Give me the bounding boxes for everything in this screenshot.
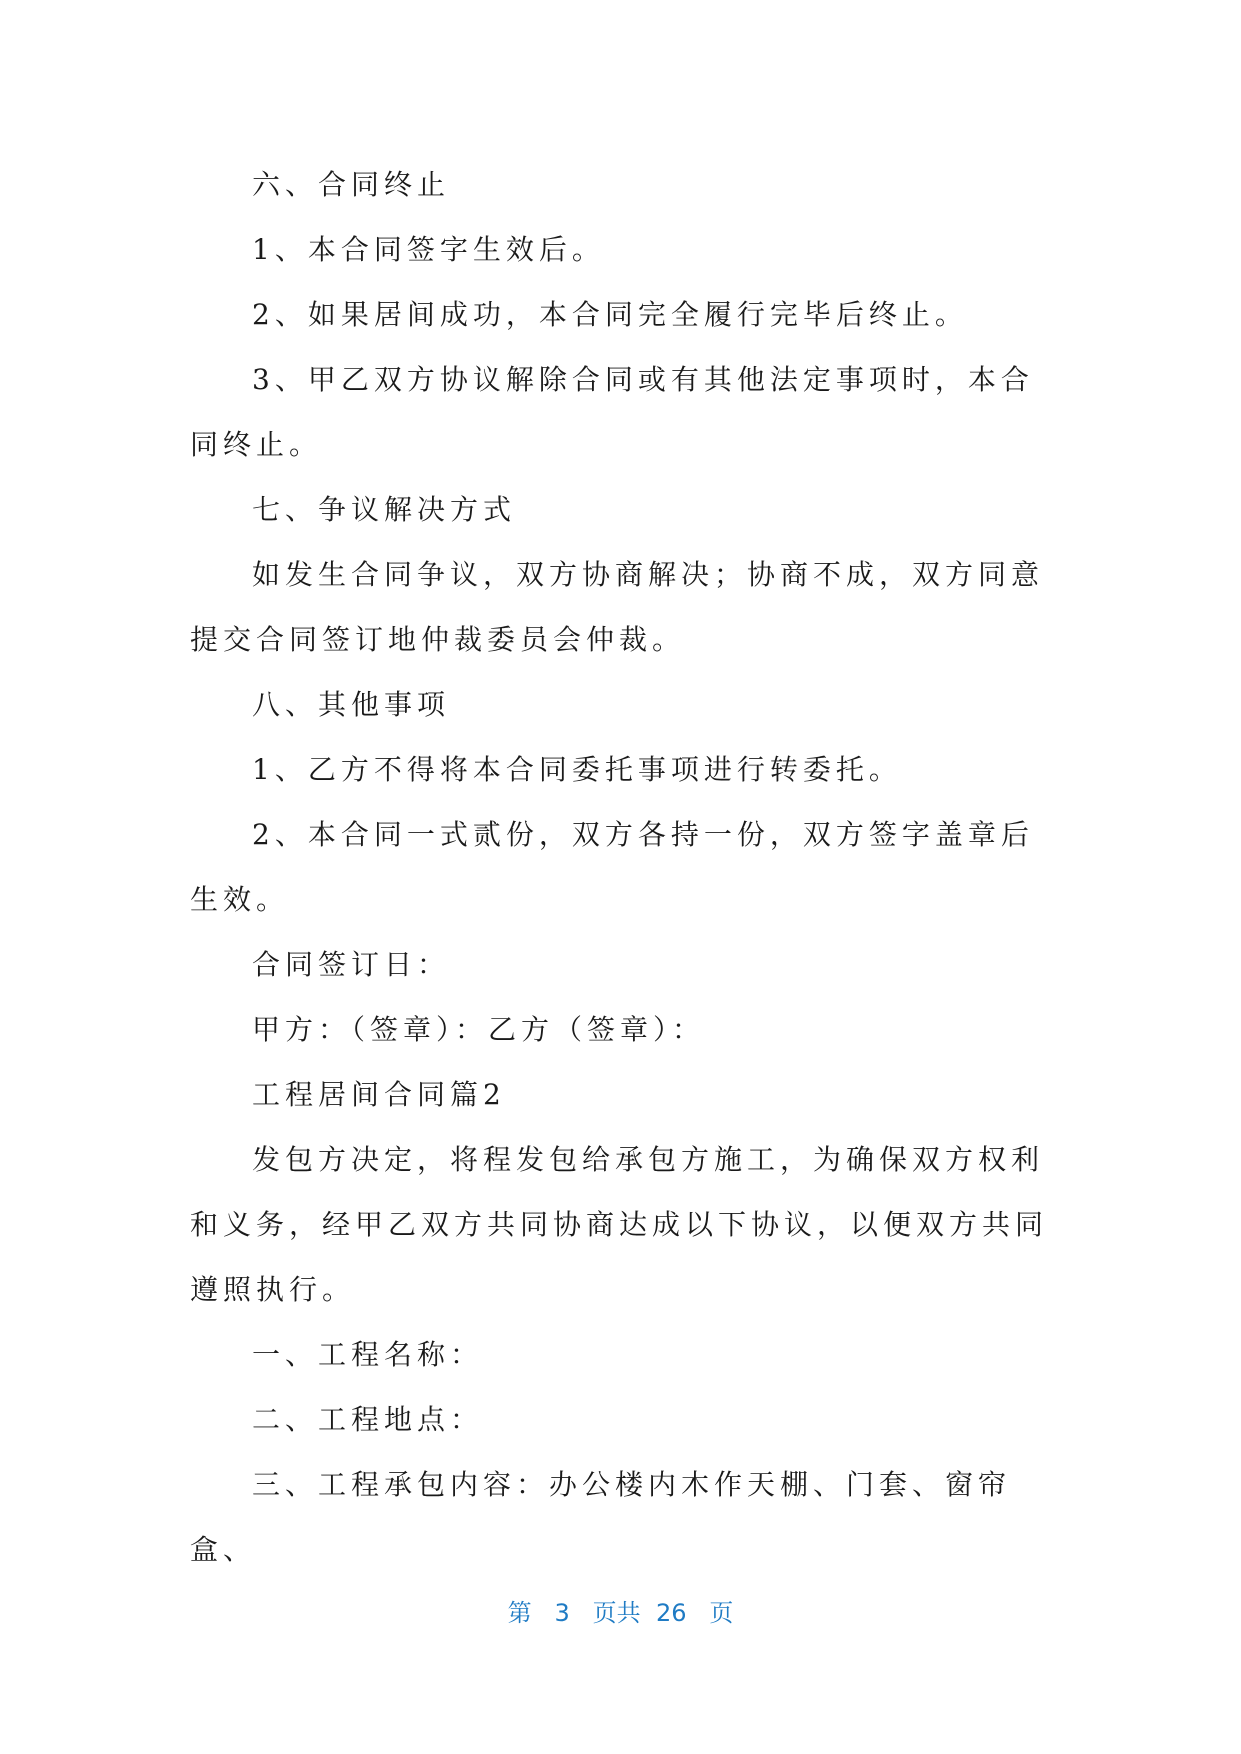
footer-prefix: 第 (507, 1599, 532, 1627)
page-number-footer (0, 1593, 1241, 1628)
paragraph: 2、本合同一式贰份，双方各持一份，双方签字盖章后生效。 (190, 818, 1034, 916)
paragraph: 3、甲乙双方协议解除合同或有其他法定事项时，本合同终止。 (190, 363, 1034, 461)
total-pages-number: 26 (655, 1599, 687, 1627)
paragraph: 如发生合同争议，双方协商解决；协商不成，双方同意提交合同签订地仲裁委员会仲裁。 (190, 558, 1045, 656)
current-page-number: 3 (554, 1599, 570, 1627)
paragraph: 发包方决定，将程发包给承包方施工，为确保双方权利和义务，经甲乙双方共同协商达成以下协议，以便双方共同遵照执行。 (190, 1143, 1049, 1306)
paragraph: 三、工程承包内容：办公楼内木作天棚、门套、窗帘盒、 (190, 1468, 1012, 1566)
paragraph: 1、本合同签字生效后。 (252, 233, 605, 266)
paragraph: 一、工程名称： (252, 1338, 484, 1371)
document-body (190, 152, 1050, 1582)
paragraph: 1、乙方不得将本合同委托事项进行转委托。 (252, 753, 902, 786)
paragraph: 2、如果居间成功，本合同完全履行完毕后终止。 (252, 298, 968, 331)
paragraph: 二、工程地点： (252, 1403, 484, 1436)
paragraph: 合同签订日： (252, 948, 451, 981)
paragraph: 八、其他事项 (252, 688, 451, 721)
paragraph: 七、争议解决方式 (252, 493, 517, 526)
footer-middle: 页共 (592, 1599, 641, 1627)
paragraph: 工程居间合同篇2 (252, 1078, 506, 1111)
paragraph: 甲方：（签章）：乙方（签章）： (252, 1013, 706, 1046)
footer-suffix: 页 (709, 1599, 734, 1627)
paragraph: 六、合同终止 (252, 168, 451, 201)
